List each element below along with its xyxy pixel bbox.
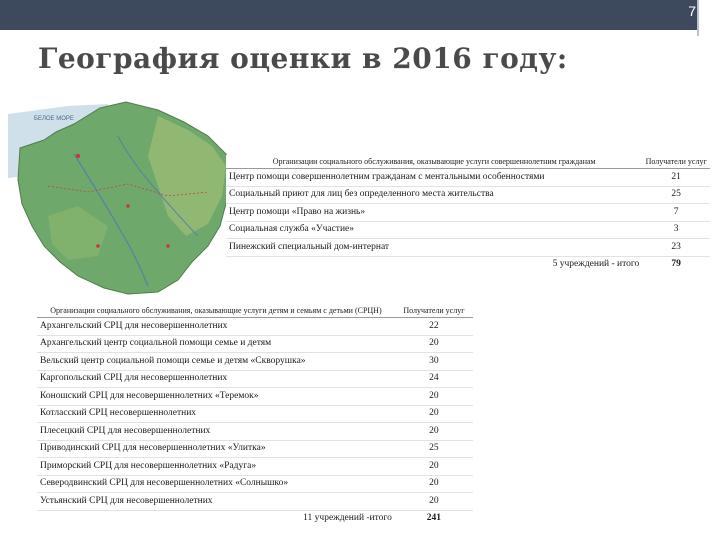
row-value: 22	[395, 318, 473, 336]
total-row	[226, 256, 710, 273]
table-row	[37, 475, 473, 493]
row-name: Приморский СРЦ для несовершеннолетних «Радуга»	[37, 458, 395, 476]
table-row	[226, 169, 710, 187]
table-row	[37, 440, 473, 458]
table-row	[226, 239, 710, 257]
total-row	[37, 510, 473, 527]
top-bar-accent	[697, 0, 720, 30]
row-name: Приводинский СРЦ для несовершеннолетних «Улитка»	[37, 440, 395, 458]
row-name: Котласский СРЦ несовершеннолетних	[37, 405, 395, 423]
adult-services-table	[226, 155, 710, 273]
row-value: 20	[395, 475, 473, 493]
row-name: Каргопольский СРЦ для несовершеннолетних	[37, 370, 395, 388]
table-row	[226, 186, 710, 204]
header-org: Организации социального обслуживания, оказывающие услуги совершеннолетним гражданам	[226, 155, 642, 169]
city-marker	[96, 244, 100, 248]
table-row	[226, 221, 710, 239]
row-name: Архангельский центр социальной помощи семье и детям	[37, 335, 395, 353]
row-value: 24	[395, 370, 473, 388]
city-marker	[166, 244, 170, 248]
row-value: 20	[395, 405, 473, 423]
table-row	[37, 458, 473, 476]
row-value: 21	[642, 169, 710, 187]
table-header	[226, 155, 710, 169]
table-row	[37, 405, 473, 423]
row-name: Коношский СРЦ для несовершеннолетних «Теремок»	[37, 388, 395, 406]
total-label: 5 учреждений - итого	[552, 259, 640, 270]
row-value: 20	[395, 493, 473, 511]
header-recipients: Получатели услуг	[642, 155, 710, 169]
map-sea-label: БЕЛОЕ МОРЕ	[34, 116, 74, 122]
table-row	[37, 335, 473, 353]
row-name: Архангельский СРЦ для несовершеннолетних	[37, 318, 395, 336]
row-value: 25	[395, 440, 473, 458]
table-row	[37, 493, 473, 511]
header-org: Организации социального обслуживания, оказывающие услуги детям и семьям с детьми (СРЦН)	[37, 304, 395, 318]
city-marker	[126, 204, 130, 208]
city-marker	[76, 154, 80, 158]
total-value: 79	[671, 259, 681, 270]
total-value: 241	[426, 513, 442, 524]
table-row	[37, 370, 473, 388]
table-row	[37, 353, 473, 371]
page-title: География оценки в 2016 году:	[38, 42, 568, 75]
row-name: Северодвинский СРЦ для несовершеннолетних «Солнышко»	[37, 475, 395, 493]
row-value: 3	[642, 221, 710, 239]
table-header	[37, 304, 473, 318]
row-value: 7	[642, 204, 710, 222]
row-value: 20	[395, 423, 473, 441]
header-recipients: Получатели услуг	[395, 304, 473, 318]
row-value: 20	[395, 458, 473, 476]
top-bar	[0, 0, 720, 30]
row-name: Устьянский СРЦ для несовершеннолетних	[37, 493, 395, 511]
header-divider	[0, 30, 720, 36]
row-value: 30	[395, 353, 473, 371]
row-value: 25	[642, 186, 710, 204]
row-name: Плесецкий СРЦ для несовершеннолетних	[37, 423, 395, 441]
row-name: Социальная служба «Участие»	[226, 221, 642, 239]
row-name: Вельский центр социальной помощи семье и детям «Скворушка»	[37, 353, 395, 371]
row-name: Центр помощи совершеннолетним гражданам с ментальными особенностями	[226, 169, 642, 187]
table-row	[226, 204, 710, 222]
table-row	[37, 318, 473, 336]
row-name: Социальный приют для лиц без определенного места жительства	[226, 186, 642, 204]
row-value: 20	[395, 388, 473, 406]
row-value: 23	[642, 239, 710, 257]
child-services-table	[37, 304, 473, 527]
region-map	[8, 96, 248, 296]
row-name: Центр помощи «Право на жизнь»	[226, 204, 642, 222]
row-value: 20	[395, 335, 473, 353]
top-bar-fill	[0, 0, 697, 30]
slide-number: 7	[688, 3, 696, 19]
total-label: 11 учреждений -итого	[303, 513, 392, 524]
table-row	[37, 388, 473, 406]
table-row	[37, 423, 473, 441]
row-name: Пинежский специальный дом-интернат	[226, 239, 642, 257]
